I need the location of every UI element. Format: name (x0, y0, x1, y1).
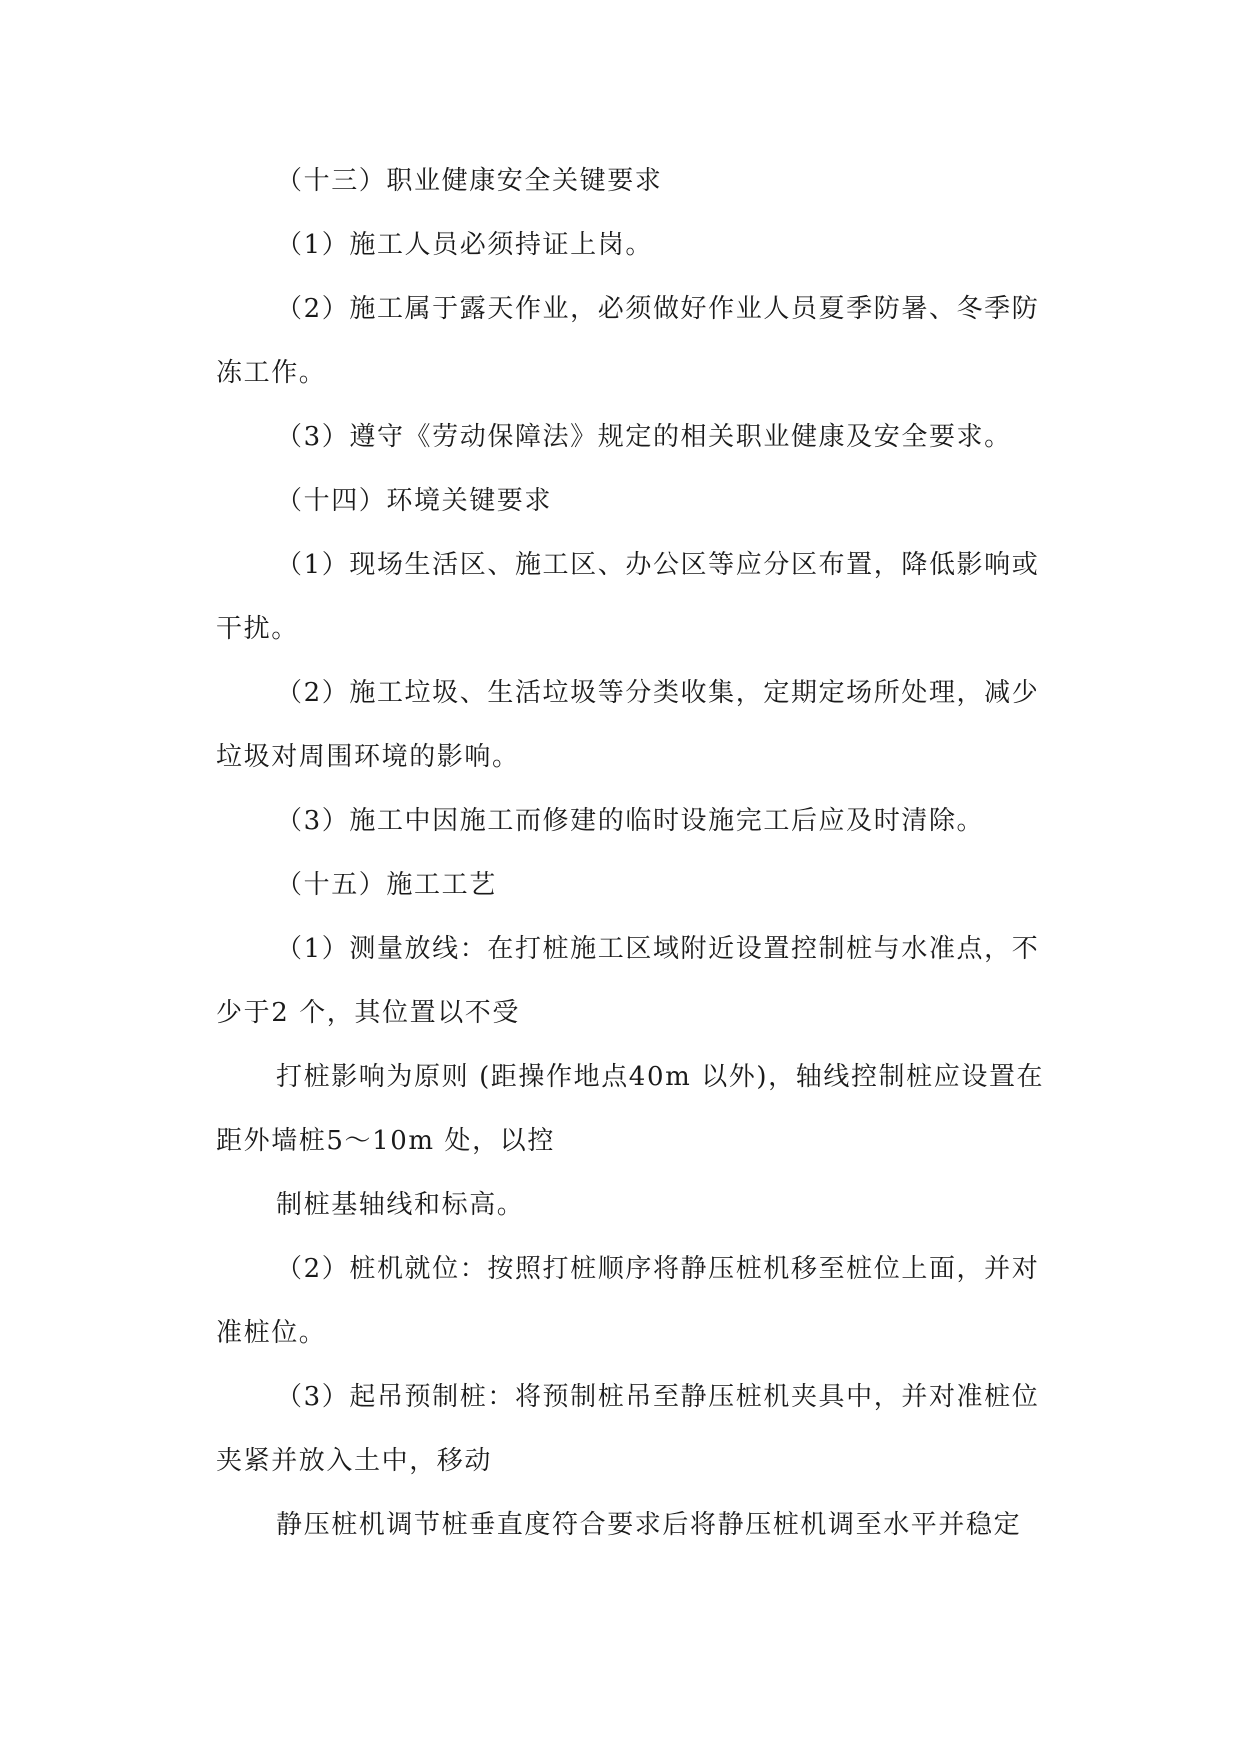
paragraph-line: （3）遵守《劳动保障法》规定的相关职业健康及安全要求。 (276, 422, 1012, 452)
paragraph-line: 干扰。 (216, 614, 299, 644)
paragraph-line: 准桩位。 (216, 1318, 327, 1348)
paragraph-line: 距外墙桩5～10m 处，以控 (216, 1126, 555, 1156)
section-heading-15: （十五）施工工艺 (276, 870, 497, 900)
paragraph-line: （2）施工垃圾、生活垃圾等分类收集，定期定场所处理，减少 (276, 678, 1040, 708)
paragraph-line: （1）现场生活区、施工区、办公区等应分区布置，降低影响或 (276, 550, 1040, 580)
paragraph-line: （1）测量放线：在打桩施工区域附近设置控制桩与水准点，不 (276, 934, 1040, 964)
paragraph-line: 打桩影响为原则 (距操作地点40m 以外)，轴线控制桩应设置在 (276, 1062, 1045, 1092)
section-heading-14: （十四）环境关键要求 (276, 486, 553, 516)
paragraph-line: （1）施工人员必须持证上岗。 (276, 230, 653, 260)
paragraph-line: 制桩基轴线和标高。 (276, 1190, 525, 1220)
paragraph-line: 冻工作。 (216, 358, 327, 388)
paragraph-line: 静压桩机调节桩垂直度符合要求后将静压桩机调至水平并稳定 (276, 1510, 1022, 1540)
paragraph-line: （2）施工属于露天作业，必须做好作业人员夏季防暑、冬季防 (276, 294, 1040, 324)
paragraph-line: （2）桩机就位：按照打桩顺序将静压桩机移至桩位上面，并对 (276, 1254, 1040, 1284)
paragraph-line: 夹紧并放入土中，移动 (216, 1446, 493, 1476)
paragraph-line: 垃圾对周围环境的影响。 (216, 742, 520, 772)
section-heading-13: （十三）职业健康安全关键要求 (276, 166, 663, 196)
paragraph-line: 少于2 个，其位置以不受 (216, 998, 521, 1028)
paragraph-line: （3）施工中因施工而修建的临时设施完工后应及时清除。 (276, 806, 985, 836)
paragraph-line: （3）起吊预制桩：将预制桩吊至静压桩机夹具中，并对准桩位 (276, 1382, 1040, 1412)
